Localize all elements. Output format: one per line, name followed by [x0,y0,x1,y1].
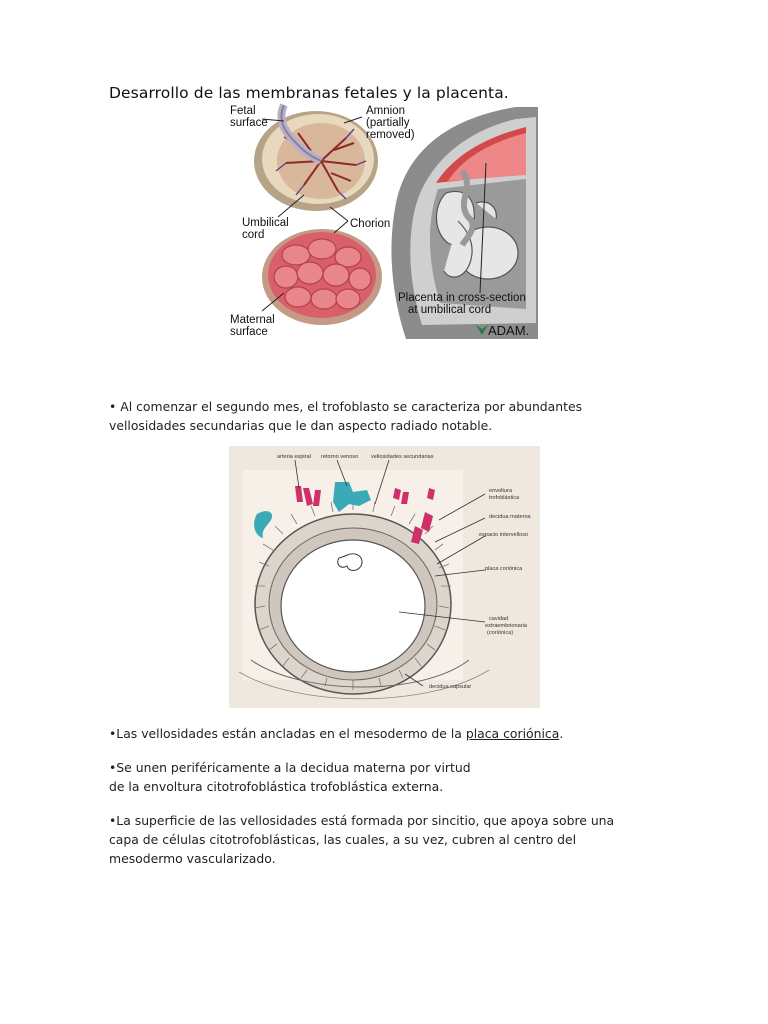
label-fetal: Fetal [230,105,256,117]
label-decidua-capsular: decidua capsular [429,684,472,690]
page-title: Desarrollo de las membranas fetales y la placenta. [109,84,509,102]
label-surface-2: surface [230,326,268,338]
label-vellosidades-secundarias: vellosidades secundarias [371,454,434,460]
paragraph-3 [109,758,471,796]
label-cavidad-2: extraembrionaria [485,623,527,629]
label-cavidad-3: (coriónica) [487,630,514,636]
paragraph-4-line-1: •La superficie de las vellosidades está formada por sincitio, que apoya sobre una [109,813,615,828]
label-placa-corionica: placa coriónica [485,566,523,572]
label-envoltura-1: envoltura [489,488,513,494]
label-placenta-2: at umbilical cord [408,304,492,316]
label-retorno-venoso: retorno venoso [321,454,359,460]
label-cavidad-1: cavidad [489,616,509,622]
paragraph-4-line-2: capa de células citotrofoblásticas, las cuales, a su vez, cubren al centro del [109,832,577,847]
adam-logo: ADAM. [488,323,530,338]
label-maternal: Maternal [230,314,275,326]
label-arteria-espiral: arteria espiral [277,454,311,460]
paragraph-1-line-2: vellosidades secundarias que le dan aspecto radiado notable. [109,418,493,433]
label-placenta-1: Placenta in cross-section [398,292,526,304]
paragraph-4 [109,811,614,868]
paragraph-3-line-1: •Se unen periféricamente a la decidua materna por virtud [109,760,471,775]
paragraph-1-line-1: • Al comenzar el segundo mes, el trofoblasto se caracteriza por abundantes [109,399,583,414]
label-chorion: Chorion [350,218,391,230]
placa-corionica-link[interactable]: placa coriónica [465,726,560,741]
label-cord: cord [242,229,265,241]
label-decidua-materna: decidua materna [489,514,531,520]
label-surface-1: surface [230,117,268,129]
label-removed: removed) [366,129,415,141]
paragraph-2-text: •Las vellosidades están ancladas en el mesodermo de la [109,726,466,741]
paragraph-4-line-3: mesodermo vascularizado. [109,851,276,866]
label-envoltura-2: trofoblástica [489,495,520,501]
label-espacio-intervelloso: espacio intervelloso [479,532,529,538]
chorionic-vesicle-diagram [229,446,540,708]
label-amnion: Amnion [366,105,405,117]
placenta-illustration [226,103,542,343]
paragraph-1 [109,397,582,435]
label-partially: (partially [366,117,410,129]
label-umbilical: Umbilical [242,217,289,229]
paragraph-3-line-2: de la envoltura citotrofoblástica trofoblástica externa. [109,779,444,794]
paragraph-2-end: . [559,726,564,741]
maternal-surface-disc [262,229,382,325]
paragraph-2 [109,724,563,743]
